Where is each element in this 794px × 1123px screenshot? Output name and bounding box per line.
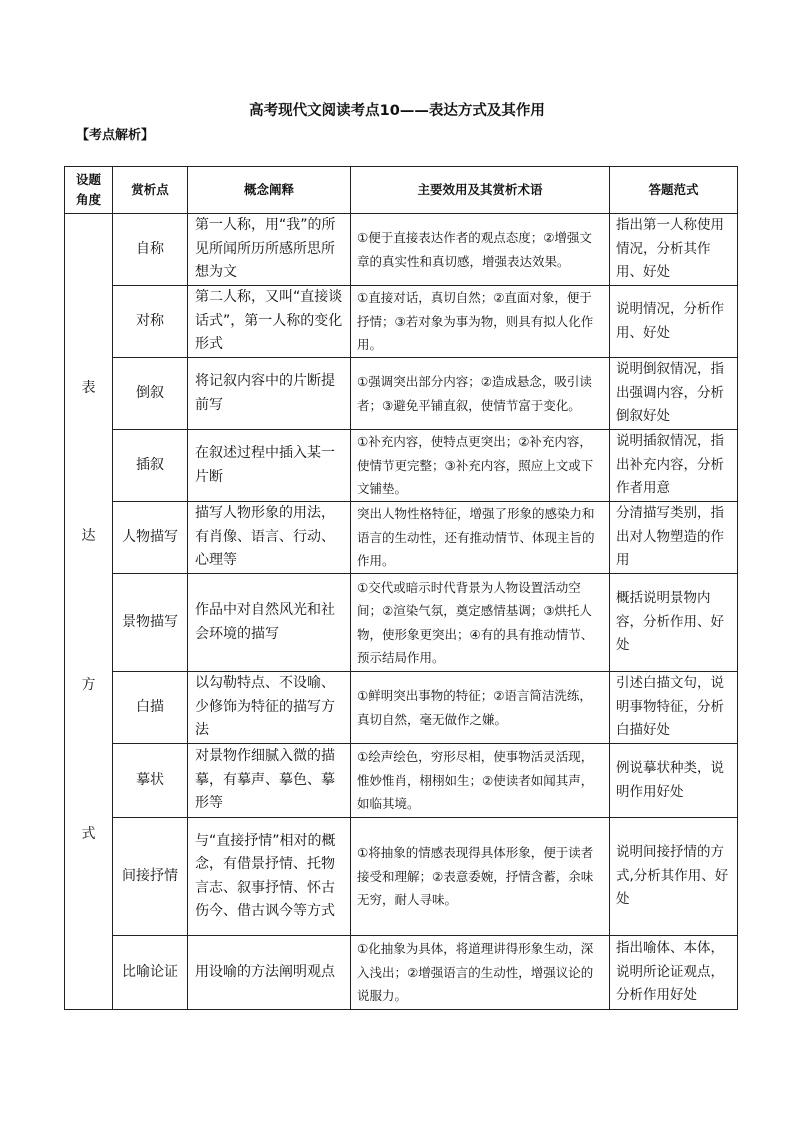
section-heading: 【考点解析】	[76, 128, 155, 143]
concept-cell: 描写人物形象的用法，有肖像、语言、行动、心理等	[188, 502, 351, 574]
usage-cell: ①化抽象为具体，将道理讲得形象生动，深入浅出；②增强语言的生动性，增强议论的说服力。	[351, 936, 610, 1010]
answer-cell: 指出第一人称使用情况，分析其作用、好处	[610, 214, 738, 286]
concept-cell: 将记叙内容中的片断提前写	[188, 358, 351, 430]
concept-cell: 对景物作细腻入微的描摹，有摹声、摹色、摹形等	[188, 744, 351, 818]
dimension-char: 式	[81, 825, 96, 842]
point-cell: 插叙	[113, 430, 188, 502]
table-row	[65, 672, 738, 744]
dimension-char: 表	[81, 379, 96, 396]
answer-cell: 说明倒叙情况，指出强调内容，分析倒叙好处	[610, 358, 738, 430]
point-cell: 间接抒情	[113, 818, 188, 936]
usage-cell: ①将抽象的情感表现得具体形象，便于读者接受和理解；②表意委婉，抒情含蓄，余味无穷，耐人寻味。	[351, 818, 610, 936]
header-angle: 设题角度	[65, 167, 113, 214]
answer-cell: 例说摹状种类，说明作用好处	[610, 744, 738, 818]
header-point: 赏析点	[113, 167, 188, 214]
point-cell: 倒叙	[113, 358, 188, 430]
usage-cell: ①直接对话，真切自然；②直面对象，便于抒情；③若对象为事为物，则具有拟人化作用。	[351, 286, 610, 358]
usage-cell: ①便于直接表达作者的观点态度；②增强文章的真实性和真切感，增强表达效果。	[351, 214, 610, 286]
answer-cell: 概括说明景物内容，分析作用、好处	[610, 574, 738, 672]
point-cell: 对称	[113, 286, 188, 358]
answer-cell: 指出喻体、本体，说明所论证观点，分析作用好处	[610, 936, 738, 1010]
concept-cell: 作品中对自然风光和社会环境的描写	[188, 574, 351, 672]
concept-cell: 以勾勒特点、不设喻、少修饰为特征的描写方法	[188, 672, 351, 744]
dimension-char: 方	[81, 677, 96, 694]
answer-cell: 引述白描文句，说明事物特征，分析白描好处	[610, 672, 738, 744]
answer-cell: 分清描写类别，指出对人物塑造的作用	[610, 502, 738, 574]
concept-cell: 第二人称，又叫“直接谈话式”，第一人称的变化形式	[188, 286, 351, 358]
concept-cell: 用设喻的方法阐明观点	[188, 936, 351, 1010]
answer-cell: 说明插叙情况，指出补充内容，分析作者用意	[610, 430, 738, 502]
usage-cell: ①强调突出部分内容；②造成悬念，吸引读者；③避免平铺直叙，使情节富于变化。	[351, 358, 610, 430]
header-answer: 答题范式	[610, 167, 738, 214]
point-cell: 白描	[113, 672, 188, 744]
answer-cell: 说明间接抒情的方式,分析其作用、好处	[610, 818, 738, 936]
usage-cell: 突出人物性格特征，增强了形象的感染力和语言的生动性，还有推动情节、体现主旨的作用。	[351, 502, 610, 574]
header-concept: 概念阐释	[188, 167, 351, 214]
table-row	[65, 502, 738, 574]
usage-cell: ①鲜明突出事物的特征；②语言简洁洗练，真切自然，毫无做作之嫌。	[351, 672, 610, 744]
table-row	[65, 818, 738, 936]
page-title: 高考现代文阅读考点10——表达方式及其作用	[249, 103, 545, 119]
header-usage: 主要效用及其赏析术语	[351, 167, 610, 214]
usage-cell: ①补充内容，使特点更突出；②补充内容，使情节更完整；③补充内容，照应上文或下文铺垫。	[351, 430, 610, 502]
point-cell: 人物描写	[113, 502, 188, 574]
table-row	[65, 936, 738, 1010]
point-cell: 摹状	[113, 744, 188, 818]
table-row	[65, 286, 738, 358]
table-row	[65, 574, 738, 672]
usage-cell: ①绘声绘色，穷形尽相，使事物活灵活现，惟妙惟肖，栩栩如生；②使读者如闻其声，如临其境。	[351, 744, 610, 818]
table-row	[65, 430, 738, 502]
concept-cell: 第一人称，用“我”的所见所闻所历所感所思所想为文	[188, 214, 351, 286]
concept-cell: 在叙述过程中插入某一片断	[188, 430, 351, 502]
point-cell: 景物描写	[113, 574, 188, 672]
analysis-table	[64, 166, 738, 1010]
concept-cell: 与“直接抒情”相对的概念，有借景抒情、托物言志、叙事抒情、怀古伤今、借古讽今等方式	[188, 818, 351, 936]
point-cell: 比喻论证	[113, 936, 188, 1010]
table-row	[65, 744, 738, 818]
point-cell: 自称	[113, 214, 188, 286]
table-header-row	[65, 167, 738, 214]
usage-cell: ①交代或暗示时代背景为人物设置活动空间；②渲染气氛，奠定感情基调；③烘托人物，使形象更突出；④有的具有推动情节、预示结局作用。	[351, 574, 610, 672]
table-row	[65, 358, 738, 430]
table-row	[65, 214, 738, 286]
dimension-char: 达	[81, 528, 96, 545]
answer-cell: 说明情况，分析作用、好处	[610, 286, 738, 358]
dimension-cell	[65, 214, 113, 1010]
